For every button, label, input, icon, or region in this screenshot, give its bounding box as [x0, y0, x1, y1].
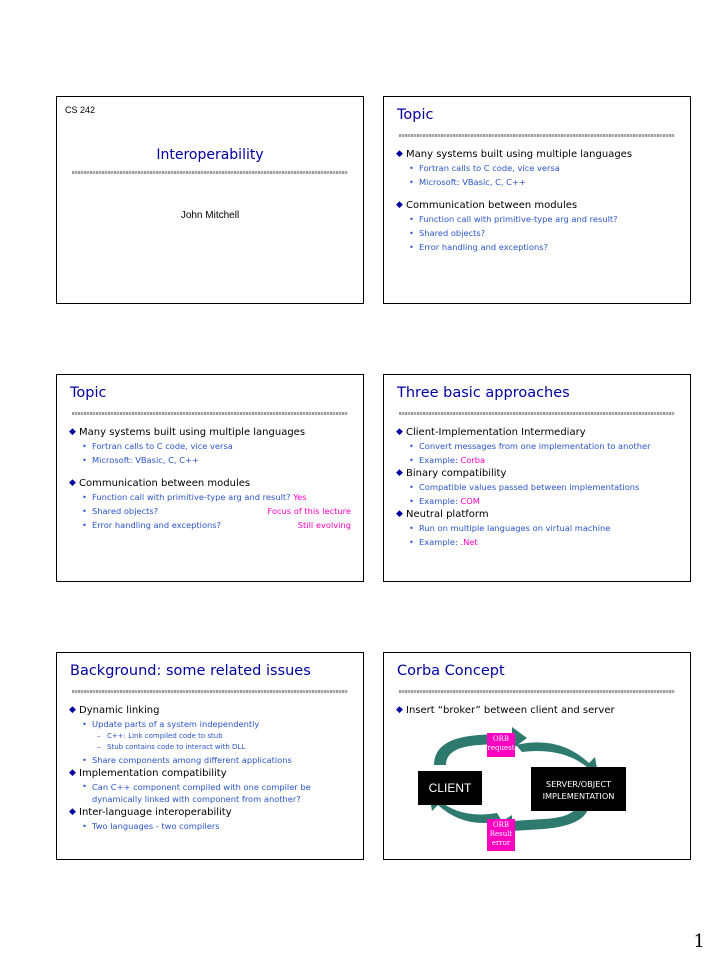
- bullet: ◆ Inter-language interoperability: [69, 807, 232, 818]
- diamond-bullet-icon: ◆: [396, 149, 403, 159]
- example-com: COM: [460, 496, 480, 506]
- slide-title: Interoperability: [156, 147, 264, 163]
- bullet: ◆ Communication between modules: [396, 200, 578, 211]
- bullet: ◆ Insert “broker” between client and server: [396, 705, 615, 716]
- note-focus: Focus of this lecture: [267, 506, 351, 516]
- client-box: CLIENT: [418, 771, 482, 805]
- diamond-bullet-icon: ◆: [69, 705, 76, 715]
- title-rule: [72, 690, 348, 693]
- server-label: SERVER/OBJECT: [545, 779, 612, 789]
- sub-bullet: • Shared objects? Focus of this lecture: [82, 506, 351, 516]
- bullet: ◆ Many systems built using multiple languages: [396, 149, 633, 160]
- sub-bullet: • Run on multiple languages on virtual machine: [409, 523, 611, 533]
- diamond-bullet-icon: ◆: [69, 768, 76, 778]
- example-net: .Net: [460, 537, 478, 547]
- slide-4: [383, 374, 691, 582]
- bullet: ◆ Client-Implementation Intermediary: [396, 427, 586, 438]
- sub-bullet: • Can C++ component compiled with one compiler be dynamically linked with component from another?: [82, 781, 311, 804]
- sub-sub-bullet: – Stub contains code to interact with DLL: [97, 743, 246, 751]
- bullet: ◆ Implementation compatibility: [69, 768, 227, 779]
- slide-title: Background: some related issues: [70, 663, 311, 679]
- slide-3: [56, 374, 364, 582]
- slide-title: Topic: [70, 385, 107, 401]
- cycle-arrows-diagram: [384, 653, 692, 861]
- diamond-bullet-icon: ◆: [69, 427, 76, 437]
- bullet: ◆ Dynamic linking: [69, 705, 160, 716]
- implementation-label: IMPLEMENTATION: [542, 791, 615, 801]
- sub-bullet: • Example: .Net: [409, 537, 478, 547]
- diamond-bullet-icon: ◆: [69, 478, 76, 488]
- diamond-bullet-icon: ◆: [396, 705, 403, 715]
- title-rule: [399, 412, 675, 415]
- sub-bullet: • Update parts of a system independently: [82, 719, 260, 729]
- diamond-bullet-icon: ◆: [396, 427, 403, 437]
- server-box: [531, 767, 626, 811]
- bullet: ◆ Neutral platform: [396, 509, 489, 520]
- sub-bullet: • Share components among different applications: [82, 755, 292, 765]
- sub-bullet: • Two languages - two compilers: [82, 821, 220, 831]
- sub-bullet: • Fortran calls to C code, vice versa: [82, 441, 233, 451]
- sub-bullet: • Function call with primitive-type arg and result?: [409, 214, 618, 224]
- orb-result-label: ORB Result error: [487, 819, 515, 851]
- slide-title: Three basic approaches: [397, 385, 570, 401]
- sub-bullet: • Example: COM: [409, 496, 480, 506]
- sub-bullet: • Microsoft: VBasic, C, C++: [409, 177, 526, 187]
- slide-title: Corba Concept: [397, 663, 505, 679]
- sub-bullet: • Shared objects?: [409, 228, 486, 238]
- title-rule: [399, 134, 675, 137]
- slide-title: Topic: [397, 107, 434, 123]
- author-name: John Mitchell: [180, 210, 240, 221]
- note-yes: Yes: [293, 492, 307, 502]
- sub-bullet: • Example: Corba: [409, 455, 486, 465]
- example-corba: Corba: [460, 455, 486, 465]
- sub-bullet: • Fortran calls to C code, vice versa: [409, 163, 560, 173]
- course-label: CS 242: [65, 105, 96, 115]
- note-evolving: Still evolving: [297, 520, 351, 530]
- bullet: ◆ Binary compatibility: [396, 468, 507, 479]
- slide-6: [383, 652, 691, 860]
- sub-bullet: • Error handling and exceptions? Still evolving: [82, 520, 351, 530]
- title-rule: [72, 412, 348, 415]
- diamond-bullet-icon: ◆: [396, 468, 403, 478]
- sub-bullet: • Microsoft: VBasic, C, C++: [82, 455, 199, 465]
- sub-bullet: • Error handling and exceptions?: [409, 242, 549, 252]
- bullet: ◆ Many systems built using multiple languages: [69, 427, 306, 438]
- diamond-bullet-icon: ◆: [396, 200, 403, 210]
- sub-sub-bullet: – C++: Link compiled code to stub: [97, 732, 223, 740]
- title-rule: [72, 171, 348, 174]
- page-number: 1: [693, 931, 705, 952]
- sub-bullet: • Function call with primitive-type arg and result? Yes: [82, 492, 307, 502]
- sub-bullet: • Compatible values passed between implementations: [409, 482, 640, 492]
- bullet: ◆ Communication between modules: [69, 478, 251, 489]
- slide-5: [56, 652, 364, 860]
- diamond-bullet-icon: ◆: [69, 807, 76, 817]
- orb-request-label: ORB request: [487, 733, 515, 757]
- sub-bullet: • Convert messages from one implementation to another: [409, 441, 651, 451]
- diamond-bullet-icon: ◆: [396, 509, 403, 519]
- slide-1: [56, 96, 364, 304]
- slide-2: [383, 96, 691, 304]
